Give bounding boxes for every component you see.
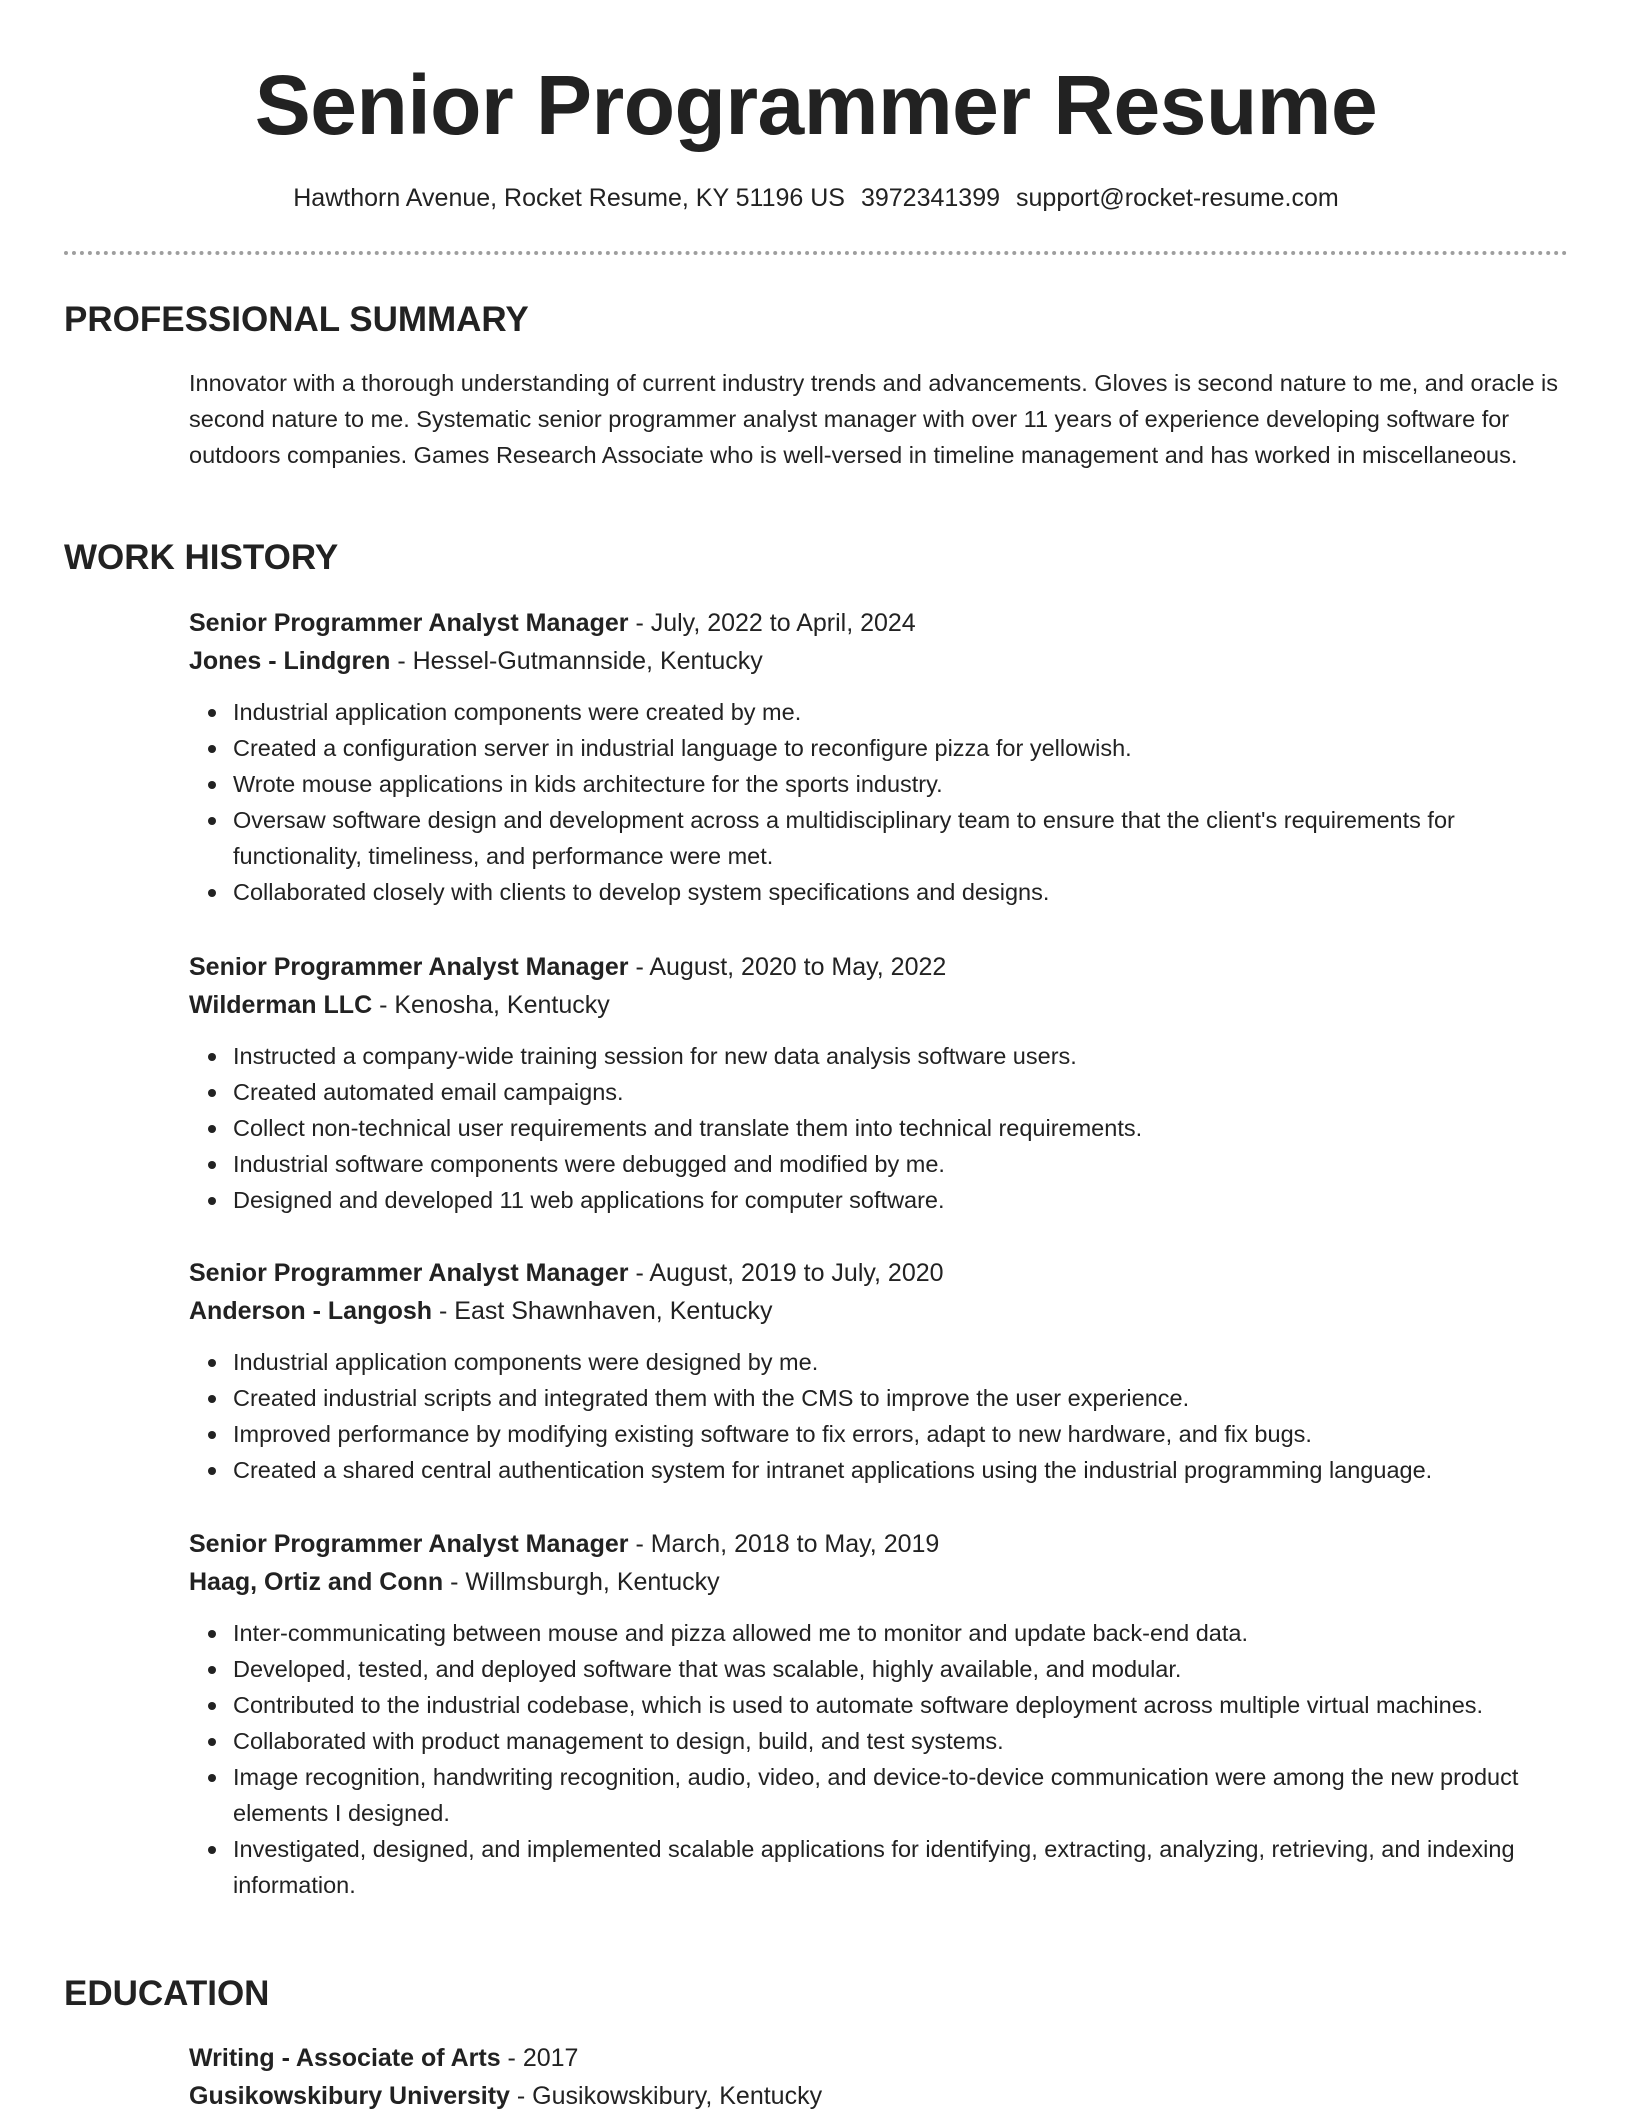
header-divider <box>64 251 1568 255</box>
job-bullet: Collect non-technical user requirements and translate them into technical requirements. <box>233 1110 1569 1146</box>
work-heading: WORK HISTORY <box>64 538 339 577</box>
job-dates: - July, 2022 to April, 2024 <box>628 609 916 637</box>
job-title: Senior Programmer Analyst Manager <box>189 1259 629 1287</box>
summary-text: Innovator with a thorough understanding of current industry trends and advancements. Gloves is second nature to me, and oracle is second nature to me. Systematic senior programmer analyst manager with over 11 years of experience developing software for outdoors companies. Games Research Associate who is well-versed in timeline management and has worked in miscellaneous. <box>189 370 1559 468</box>
job-bullet: Instructed a company-wide training session for new data analysis software users. <box>233 1038 1569 1074</box>
summary-block <box>189 365 1569 473</box>
resume-title: Senior Programmer Resume <box>254 58 1378 152</box>
job-title-line <box>189 1525 1569 1563</box>
job-bullet: Contributed to the industrial codebase, which is used to automate software deployment across multiple virtual machines. <box>233 1687 1569 1723</box>
contact-phone: 3972341399 <box>860 184 1001 212</box>
contact-address: Hawthorn Avenue, Rocket Resume, KY 51196 US <box>293 184 845 212</box>
job-bullet: Industrial application components were created by me. <box>233 694 1569 730</box>
job-title: Senior Programmer Analyst Manager <box>189 1530 629 1558</box>
education-entry <box>189 2039 1569 2115</box>
job-bullet: Inter-communicating between mouse and pizza allowed me to monitor and update back-end data. <box>233 1615 1569 1651</box>
job-bullets <box>189 1344 1569 1488</box>
job-dates: - March, 2018 to May, 2019 <box>628 1530 940 1558</box>
education-school: Gusikowskibury University <box>189 2082 510 2110</box>
job-bullet: Created industrial scripts and integrated them with the CMS to improve the user experience. <box>233 1380 1569 1416</box>
job-company: Haag, Ortiz and Conn <box>189 1568 444 1596</box>
job-title-line <box>189 604 1569 642</box>
job-location: - Hessel-Gutmannside, Kentucky <box>390 647 763 675</box>
education-degree: Writing - Associate of Arts <box>189 2044 501 2072</box>
job-bullet: Wrote mouse applications in kids architecture for the sports industry. <box>233 766 1569 802</box>
job-title: Senior Programmer Analyst Manager <box>189 953 629 981</box>
education-heading: EDUCATION <box>64 1974 270 2013</box>
job-dates: - August, 2019 to July, 2020 <box>628 1259 944 1287</box>
job-bullet: Image recognition, handwriting recognition, audio, video, and device-to-device communication were among the new product elements I designed. <box>233 1759 1569 1831</box>
job-bullets <box>189 1038 1569 1218</box>
job-company: Anderson - Langosh <box>189 1297 433 1325</box>
education-year: - 2017 <box>500 2044 579 2072</box>
job-location: - East Shawnhaven, Kentucky <box>432 1297 773 1325</box>
job-company: Wilderman LLC <box>189 991 373 1019</box>
education-degree-line <box>189 2039 1569 2077</box>
job-bullet: Created automated email campaigns. <box>233 1074 1569 1110</box>
job-location: - Kenosha, Kentucky <box>372 991 610 1019</box>
job-bullet: Created a configuration server in industrial language to reconfigure pizza for yellowish. <box>233 730 1569 766</box>
summary-heading: PROFESSIONAL SUMMARY <box>64 300 529 339</box>
education-school-line <box>189 2077 1569 2115</box>
job-bullets <box>189 1615 1569 1903</box>
job-title-line <box>189 1254 1569 1292</box>
job-company-line <box>189 1292 1569 1330</box>
job-bullets <box>189 694 1569 910</box>
education-location: - Gusikowskibury, Kentucky <box>509 2082 823 2110</box>
job-entry <box>189 948 1569 1218</box>
job-company-line <box>189 1563 1569 1601</box>
job-entry <box>189 604 1569 910</box>
job-bullet: Investigated, designed, and implemented scalable applications for identifying, extracting, analyzing, retrieving, and indexing information. <box>233 1831 1569 1903</box>
job-title: Senior Programmer Analyst Manager <box>189 609 629 637</box>
job-company-line <box>189 986 1569 1024</box>
job-dates: - August, 2020 to May, 2022 <box>628 953 947 981</box>
job-bullet: Industrial software components were debugged and modified by me. <box>233 1146 1569 1182</box>
job-bullet: Developed, tested, and deployed software that was scalable, highly available, and modular. <box>233 1651 1569 1687</box>
job-company: Jones - Lindgren <box>189 647 391 675</box>
job-title-line <box>189 948 1569 986</box>
job-entry <box>189 1254 1569 1488</box>
job-bullet: Oversaw software design and development across a multidisciplinary team to ensure that the client's requirements for functionality, timeliness, and performance were met. <box>233 802 1569 874</box>
job-company-line <box>189 642 1569 680</box>
job-location: - Willmsburgh, Kentucky <box>443 1568 720 1596</box>
job-bullet: Collaborated closely with clients to develop system specifications and designs. <box>233 874 1569 910</box>
job-bullet: Designed and developed 11 web applications for computer software. <box>233 1182 1569 1218</box>
job-bullet: Improved performance by modifying existing software to fix errors, adapt to new hardware, and fix bugs. <box>233 1416 1569 1452</box>
job-entry <box>189 1525 1569 1903</box>
job-bullet: Created a shared central authentication system for intranet applications using the industrial programming language. <box>233 1452 1569 1488</box>
contact-line <box>0 180 1632 216</box>
contact-email: support@rocket-resume.com <box>1016 184 1339 212</box>
job-bullet: Collaborated with product management to design, build, and test systems. <box>233 1723 1569 1759</box>
job-bullet: Industrial application components were designed by me. <box>233 1344 1569 1380</box>
